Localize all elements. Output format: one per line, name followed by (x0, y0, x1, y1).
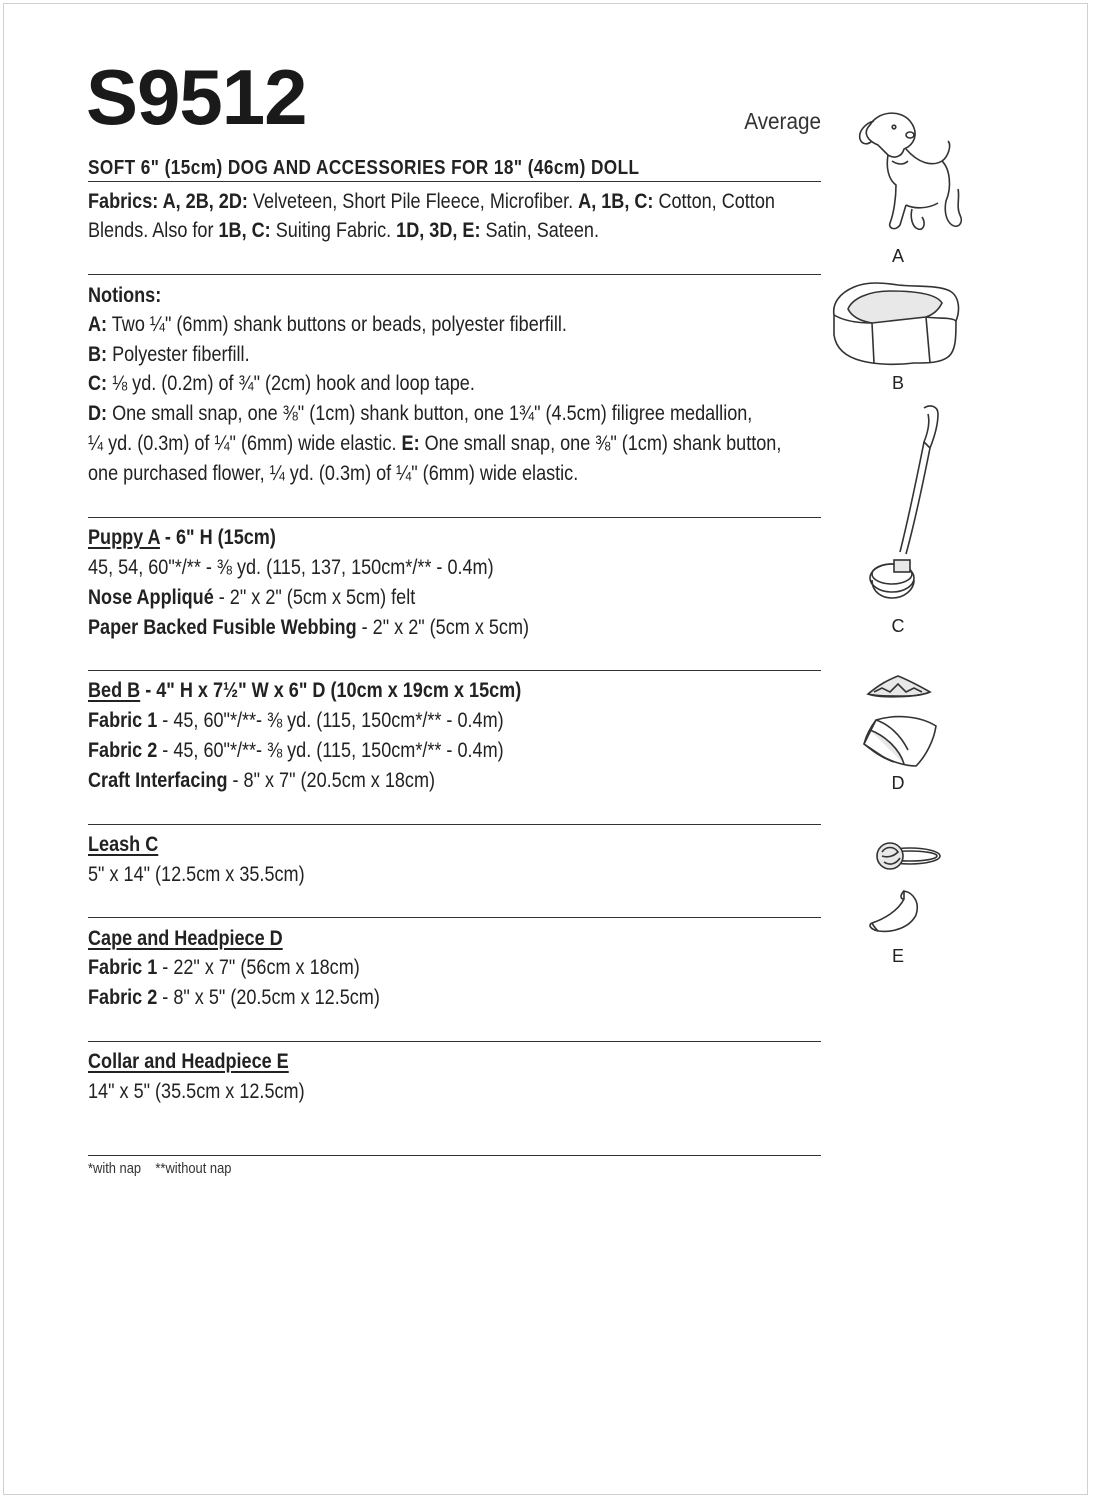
notions-c: C: ⅛ yd. (0.2m) of ¾" (2cm) hook and loop tape. (88, 372, 475, 395)
collar-headpiece-illustration (864, 885, 924, 940)
fabrics-line-2: Blends. Also for 1B, C: Suiting Fabric. 1D, 3D, E: Satin, Sateen. (88, 219, 599, 242)
bed-illustration (828, 275, 963, 370)
pattern-title: SOFT 6" (15cm) DOG AND ACCESSORIES FOR 18" (46cm) DOLL (88, 157, 640, 179)
bed-interfacing: Craft Interfacing - 8" x 7" (20.5cm x 18cm) (88, 769, 436, 792)
divider (88, 670, 821, 671)
puppy-illustration (848, 105, 968, 240)
leash-illustration (862, 402, 952, 607)
leash-heading: Leash C (88, 833, 159, 856)
difficulty-level: Average (744, 108, 821, 134)
cape-fabric-1: Fabric 1 - 22" x 7" (56cm x 18cm) (88, 956, 360, 979)
figure-label-c: C (891, 616, 905, 636)
cape-heading: Cape and Headpiece D (88, 927, 283, 950)
collar-heading: Collar and Headpiece E (88, 1050, 289, 1073)
puppy-webbing: Paper Backed Fusible Webbing - 2" x 2" (5cm x 5cm) (88, 616, 530, 639)
footnote: *with nap **without nap (88, 1160, 232, 1177)
cape-illustration (856, 710, 946, 775)
figure-label-a: A (891, 246, 904, 266)
puppy-heading: Puppy A - 6" H (15cm) (88, 526, 276, 549)
leash-size: 5" x 14" (12.5cm x 35.5cm) (88, 863, 305, 886)
fabrics-line-1: Fabrics: A, 2B, 2D: Velveteen, Short Pile Fleece, Microfiber. A, 1B, C: Cotton, Cotton (88, 190, 775, 213)
figure-label-d: D (891, 773, 905, 793)
bed-fabric-2: Fabric 2 - 45, 60"*/**- ⅜ yd. (115, 150cm*/** - 0.4m) (88, 739, 504, 762)
divider (88, 517, 821, 518)
cape-fabric-2: Fabric 2 - 8" x 5" (20.5cm x 12.5cm) (88, 986, 380, 1009)
puppy-fabric: 45, 54, 60"*/** - ⅜ yd. (115, 137, 150cm*/** - 0.4m) (88, 556, 494, 579)
notions-e: one purchased flower, ¼ yd. (0.3m) of ¼" (6mm) wide elastic. (88, 462, 579, 485)
figure-label-b: B (891, 373, 904, 393)
notions-d-e: ¼ yd. (0.3m) of ¼" (6mm) wide elastic. E: One small snap, one ⅜" (1cm) shank button, (88, 432, 782, 455)
collar-size: 14" x 5" (35.5cm x 12.5cm) (88, 1080, 305, 1103)
bed-fabric-1: Fabric 1 - 45, 60"*/**- ⅜ yd. (115, 150cm*/** - 0.4m) (88, 709, 504, 732)
notions-d: D: One small snap, one ⅜" (1cm) shank button, one 1¾" (4.5cm) filigree medallion, (88, 402, 753, 425)
notions-heading: Notions: (88, 284, 162, 307)
headpiece-illustration (860, 668, 940, 708)
notions-b: B: Polyester fiberfill. (88, 343, 250, 366)
notions-a: A: Two ¼" (6mm) shank buttons or beads, polyester fiberfill. (88, 313, 567, 336)
puppy-nose: Nose Appliqué - 2" x 2" (5cm x 5cm) felt (88, 586, 416, 609)
pattern-number: S9512 (86, 53, 307, 141)
bed-heading: Bed B - 4" H x 7½" W x 6" D (10cm x 19cm x 15cm) (88, 679, 522, 702)
figure-label-e: E (891, 946, 904, 966)
divider (88, 181, 821, 182)
divider (88, 824, 821, 825)
divider (88, 1041, 821, 1042)
divider (88, 917, 821, 918)
collar-illustration (864, 836, 944, 876)
divider (88, 1155, 821, 1156)
divider (88, 274, 821, 275)
